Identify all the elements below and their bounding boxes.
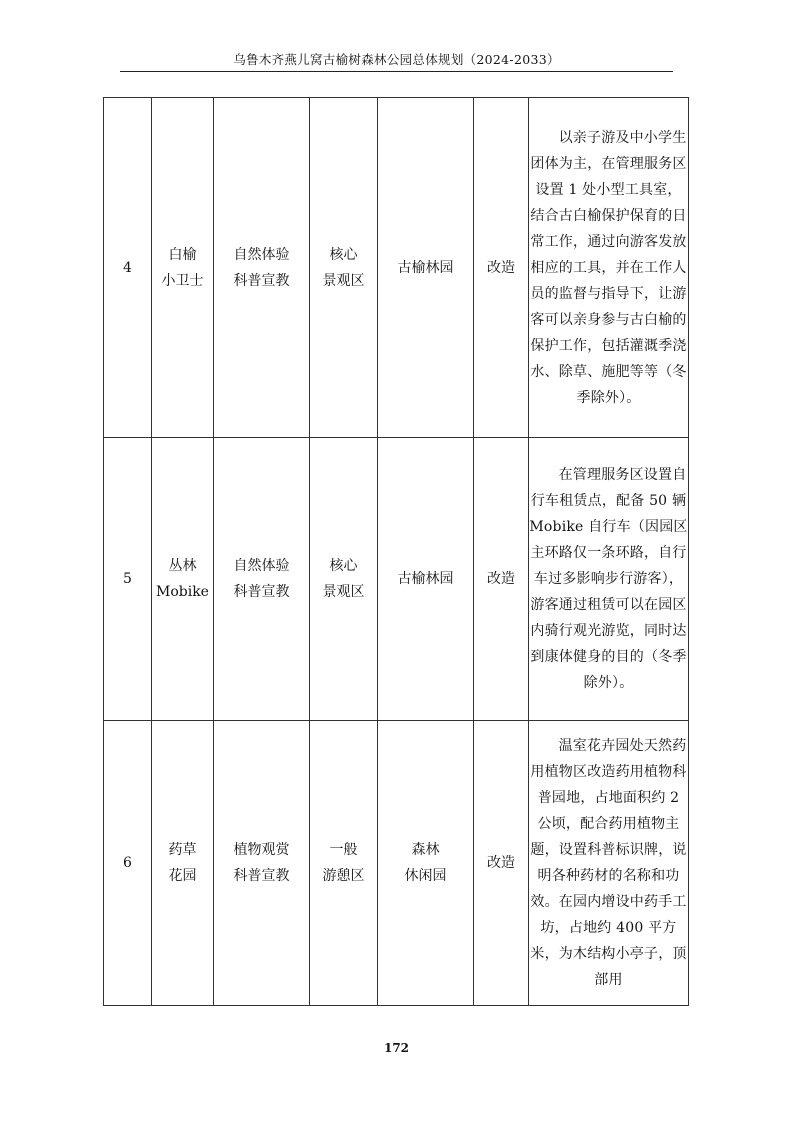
project-type: 自然体验 科普宣教 [214, 438, 310, 721]
project-area: 古榆林园 [378, 98, 474, 438]
project-name: 丛林 Mobike [152, 438, 214, 721]
row-index: 6 [104, 721, 152, 1006]
project-description: 以亲子游及中小学生团体为主，在管理服务区设置 1 处小型工具室，结合古白榆保护保育的日常工作，通过向游客发放相应的工具，并在工作人员的监督与指导下，让游客可以亲身参与古白榆的保护工作，包括灌溉季浇水、除草、施肥等等（冬季除外）。 [529, 98, 689, 438]
project-description: 温室花卉园处天然药用植物区改造药用植物科普园地，占地面积约 2 公顷，配合药用植物主题，设置科普标识牌，说明各种药材的名称和功效。在园内增设中药手工坊，占地约 400 平方米，为木结构小亭子，顶部用 [529, 721, 689, 1006]
project-method: 改造 [474, 98, 529, 438]
project-table [103, 97, 689, 1006]
row-index: 5 [104, 438, 152, 721]
project-zone: 一般 游憩区 [310, 721, 378, 1006]
project-type: 植物观赏 科普宣教 [214, 721, 310, 1006]
project-method: 改造 [474, 721, 529, 1006]
project-area: 古榆林园 [378, 438, 474, 721]
page-number: 172 [383, 1041, 410, 1055]
page-header-title: 乌鲁木齐燕儿窝古榆树森林公园总体规划（2024-2033） [233, 52, 560, 67]
table-row [104, 98, 689, 438]
project-type: 自然体验 科普宣教 [214, 98, 310, 438]
project-description: 在管理服务区设置自行车租赁点，配备 50 辆 Mobike 自行车（因园区主环路仅一条环路，自行车过多影响步行游客），游客通过租赁可以在园区内骑行观光游览，同时达到康体健身的目的（冬季除外）。 [529, 438, 689, 721]
row-index: 4 [104, 98, 152, 438]
table-row [104, 438, 689, 721]
project-name: 白榆 小卫士 [152, 98, 214, 438]
project-area: 森林 休闲园 [378, 721, 474, 1006]
project-name: 药草 花园 [152, 721, 214, 1006]
project-zone: 核心 景观区 [310, 438, 378, 721]
project-zone: 核心 景观区 [310, 98, 378, 438]
project-method: 改造 [474, 438, 529, 721]
table-row [104, 721, 689, 1006]
header-rule [120, 71, 673, 72]
